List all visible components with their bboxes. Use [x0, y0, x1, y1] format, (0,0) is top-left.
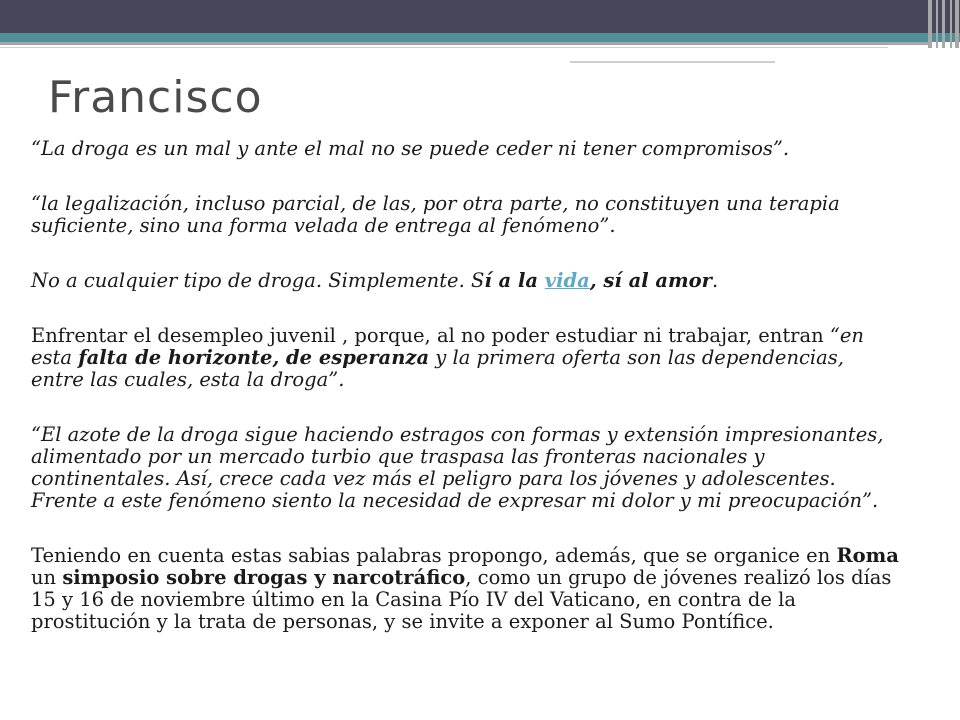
quote-paragraph-2: “la legalización, incluso parcial, de las, por otra parte, no constituyen una terapia suficiente, sino una forma velada de entrega al fenómeno”. [31, 192, 840, 237]
divider-line-thin [0, 47, 888, 48]
p4-bold: falta de horizonte, de esperanza [78, 346, 430, 369]
vida-link[interactable]: vida [544, 269, 590, 292]
p4-italic-1: “en esta [31, 324, 864, 369]
p6-text-2: un [31, 566, 63, 589]
p6-text-1: Teniendo en cuenta estas sabias palabras propongo, además, que se organice en [31, 544, 837, 567]
p3-bold-2: , sí al amor [589, 269, 712, 292]
quote-paragraph-1: “La droga es un mal y ante el mal no se puede ceder ni tener compromisos”. [31, 137, 790, 160]
paragraph-desempleo [31, 325, 901, 391]
header-bar [0, 0, 960, 33]
p6-bold-simposio: simposio sobre drogas y narcotráfico [62, 566, 466, 589]
p3-bold-1: í a la [484, 269, 545, 292]
divider-line [0, 42, 930, 45]
p3-end: . [711, 269, 719, 292]
paragraph-propuesta [31, 545, 901, 633]
p4-italic-2: y la primera oferta son las dependencias, entre las cuales, esta la droga”. [31, 346, 844, 391]
divider-line-short [570, 61, 775, 63]
p6-bold-roma: Roma [836, 544, 899, 567]
quote-paragraph-5: “El azote de la droga sigue haciendo estragos con formas y extensión impresionantes, alimentado por un mercado turbio que traspasa las fronteras nacionales y continentales. Así, crece cada vez más el peligro para los jóvenes y adolescentes. Frente a este fenómeno siento la necesidad de expresar mi dolor y mi preocupación”. [31, 423, 884, 512]
slide-body [31, 138, 901, 666]
p3-intro: No a cualquier tipo de droga. Simplemente. S [31, 269, 485, 292]
p6-text-3: , como un grupo de jóvenes realizó los días 15 y 16 de noviembre último en la Casina Pío IV del Vaticano, en contra de la prostitución y la trata de personas, y se invite a exponer al Sumo Pontífice. [31, 566, 892, 633]
corner-decoration [926, 0, 960, 48]
slide-title: Francisco [48, 72, 263, 123]
p4-plain: Enfrentar el desempleo juvenil , porque, al no poder estudiar ni trabajar, entran [31, 324, 830, 347]
accent-bar [0, 33, 960, 42]
quote-paragraph-3 [31, 270, 901, 292]
